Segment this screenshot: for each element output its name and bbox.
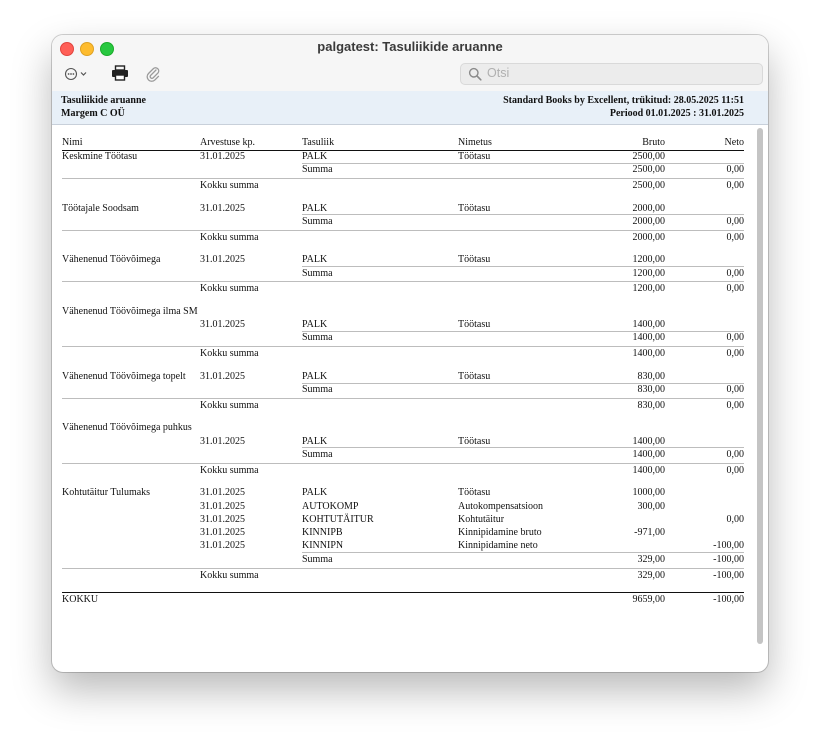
row-pay-code: PALK xyxy=(302,370,328,382)
column-header: Nimi xyxy=(62,137,83,148)
paperclip-icon xyxy=(145,65,161,83)
group-divider xyxy=(62,230,744,231)
kokku-summa-label: Kokku summa xyxy=(200,348,259,360)
row-pay-code: PALK xyxy=(302,202,328,214)
total-divider xyxy=(62,592,744,593)
more-actions-button[interactable] xyxy=(64,66,92,82)
row-description: Kohtutäitur xyxy=(458,513,505,525)
summa-bruto: 2000,00 xyxy=(632,215,665,227)
summa-neto: 0,00 xyxy=(726,215,744,227)
report-body xyxy=(52,125,752,672)
print-button[interactable] xyxy=(111,65,129,81)
row-description: Kinnipidamine neto xyxy=(458,540,538,552)
summa-neto: 0,00 xyxy=(726,448,744,460)
summa-bruto: 830,00 xyxy=(637,384,665,395)
total-bruto: 9659,00 xyxy=(632,594,665,605)
kokku-summa-label: Kokku summa xyxy=(200,569,259,581)
row-pay-code: PALK xyxy=(302,435,328,447)
printer-icon xyxy=(111,65,129,81)
row-date: 31.01.2025 xyxy=(200,513,245,525)
employee-name: Vähenenud Töövõimega xyxy=(62,254,161,266)
summa-label: Summa xyxy=(302,448,333,460)
row-description: Töötasu xyxy=(458,254,491,266)
row-pay-code: PALK xyxy=(302,254,328,266)
summa-label: Summa xyxy=(302,267,333,279)
row-bruto: 830,00 xyxy=(637,370,665,382)
report-period: Periood 01.01.2025 : 31.01.2025 xyxy=(609,108,744,119)
row-description: Töötasu xyxy=(458,487,491,499)
summa-bruto: 1400,00 xyxy=(632,448,665,460)
group-divider xyxy=(62,281,744,282)
employee-name: Vähenenud Töövõimega puhkus xyxy=(62,422,192,434)
row-bruto: 2500,00 xyxy=(632,151,665,162)
row-neto: -100,00 xyxy=(713,540,744,552)
report-header xyxy=(52,91,768,125)
employee-name: Vähenenud Töövõimega topelt xyxy=(62,370,186,382)
magnifier-icon xyxy=(468,67,482,81)
employee-name: Keskmine Töötasu xyxy=(62,151,138,162)
row-date: 31.01.2025 xyxy=(200,540,245,552)
report-title: Tasuliikide aruanne xyxy=(61,95,146,106)
kokku-summa-bruto: 1200,00 xyxy=(632,283,665,295)
summa-bruto: 1400,00 xyxy=(632,332,665,344)
kokku-summa-neto: 0,00 xyxy=(726,464,744,476)
kokku-summa-bruto: 2500,00 xyxy=(632,180,665,192)
column-header: Bruto xyxy=(642,137,665,148)
row-bruto: 1400,00 xyxy=(632,319,665,331)
generator-info: Standard Books by Excellent, trükitud: 28.05.2025 11:51 xyxy=(503,95,744,106)
kokku-summa-label: Kokku summa xyxy=(200,283,259,295)
group-divider xyxy=(62,346,744,347)
summa-bruto: 2500,00 xyxy=(632,164,665,176)
employee-name: Töötajale Soodsam xyxy=(62,202,139,214)
kokku-summa-neto: 0,00 xyxy=(726,399,744,411)
kokku-summa-bruto: 1400,00 xyxy=(632,464,665,476)
row-description: Töötasu xyxy=(458,319,491,331)
summa-neto: -100,00 xyxy=(713,553,744,565)
app-window xyxy=(52,35,768,672)
column-header: Tasuliik xyxy=(302,137,335,148)
column-header: Nimetus xyxy=(458,137,492,148)
summa-label: Summa xyxy=(302,215,333,227)
scrollbar-thumb[interactable] xyxy=(757,128,763,644)
row-description: Autokompensatsioon xyxy=(458,500,543,512)
group-divider xyxy=(62,178,744,179)
row-date: 31.01.2025 xyxy=(200,202,245,214)
summa-neto: 0,00 xyxy=(726,164,744,176)
row-pay-code: PALK xyxy=(302,319,328,331)
column-header: Neto xyxy=(724,137,744,148)
search-field[interactable] xyxy=(460,63,763,85)
kokku-summa-bruto: 830,00 xyxy=(637,399,665,411)
row-bruto: 2000,00 xyxy=(632,202,665,214)
row-pay-code: KINNIPN xyxy=(302,540,344,552)
summa-label: Summa xyxy=(302,332,333,344)
row-pay-code: AUTOKOMP xyxy=(302,500,359,512)
row-date: 31.01.2025 xyxy=(200,435,245,447)
row-date: 31.01.2025 xyxy=(200,254,245,266)
summa-label: Summa xyxy=(302,164,333,176)
row-pay-code: PALK xyxy=(302,151,328,162)
summa-bruto: 329,00 xyxy=(637,553,665,565)
kokku-summa-label: Kokku summa xyxy=(200,464,259,476)
row-description: Töötasu xyxy=(458,370,491,382)
kokku-summa-neto: -100,00 xyxy=(713,569,744,581)
summa-label: Summa xyxy=(302,384,333,395)
row-description: Kinnipidamine bruto xyxy=(458,527,542,539)
row-date: 31.01.2025 xyxy=(200,151,245,162)
company-name: Margem C OÜ xyxy=(61,108,125,119)
title-bar xyxy=(52,35,768,92)
row-pay-code: PALK xyxy=(302,487,328,499)
row-bruto: 1400,00 xyxy=(632,435,665,447)
kokku-summa-bruto: 1400,00 xyxy=(632,348,665,360)
row-description: Töötasu xyxy=(458,151,491,162)
summa-bruto: 1200,00 xyxy=(632,267,665,279)
row-date: 31.01.2025 xyxy=(200,500,245,512)
kokku-summa-neto: 0,00 xyxy=(726,283,744,295)
column-header: Arvestuse kp. xyxy=(200,137,255,148)
summa-label: Summa xyxy=(302,553,333,565)
row-date: 31.01.2025 xyxy=(200,319,245,331)
employee-name: Kohtutäitur Tulumaks xyxy=(62,487,151,499)
group-divider xyxy=(62,463,744,464)
row-neto: 0,00 xyxy=(726,513,744,525)
row-date: 31.01.2025 xyxy=(200,487,245,499)
employee-name: Vähenenud Töövõimega ilma SM xyxy=(62,305,198,317)
summa-neto: 0,00 xyxy=(726,267,744,279)
group-divider xyxy=(62,398,744,399)
row-description: Töötasu xyxy=(458,202,491,214)
vertical-scrollbar[interactable] xyxy=(755,126,765,653)
kokku-summa-label: Kokku summa xyxy=(200,231,259,243)
attach-button[interactable] xyxy=(145,65,161,83)
kokku-summa-label: Kokku summa xyxy=(200,180,259,192)
kokku-summa-label: Kokku summa xyxy=(200,399,259,411)
row-date: 31.01.2025 xyxy=(200,527,245,539)
group-divider xyxy=(62,568,744,569)
row-bruto: 1000,00 xyxy=(632,487,665,499)
search-placeholder: Otsi xyxy=(487,66,510,80)
row-bruto: -971,00 xyxy=(634,527,665,539)
row-bruto: 300,00 xyxy=(637,500,665,512)
total-neto: -100,00 xyxy=(713,594,744,605)
window-title: palgatest: Tasuliikide aruanne xyxy=(317,39,503,54)
ellipsis-circle-icon xyxy=(64,66,92,82)
kokku-summa-neto: 0,00 xyxy=(726,180,744,192)
kokku-summa-neto: 0,00 xyxy=(726,348,744,360)
row-pay-code: KINNIPB xyxy=(302,527,343,539)
row-pay-code: KOHTUTÄITUR xyxy=(302,513,374,525)
row-description: Töötasu xyxy=(458,435,491,447)
row-bruto: 1200,00 xyxy=(632,254,665,266)
row-date: 31.01.2025 xyxy=(200,370,245,382)
summa-neto: 0,00 xyxy=(726,332,744,344)
kokku-summa-bruto: 329,00 xyxy=(637,569,665,581)
total-label: KOKKU xyxy=(62,594,99,605)
summa-neto: 0,00 xyxy=(726,384,744,395)
kokku-summa-neto: 0,00 xyxy=(726,231,744,243)
kokku-summa-bruto: 2000,00 xyxy=(632,231,665,243)
